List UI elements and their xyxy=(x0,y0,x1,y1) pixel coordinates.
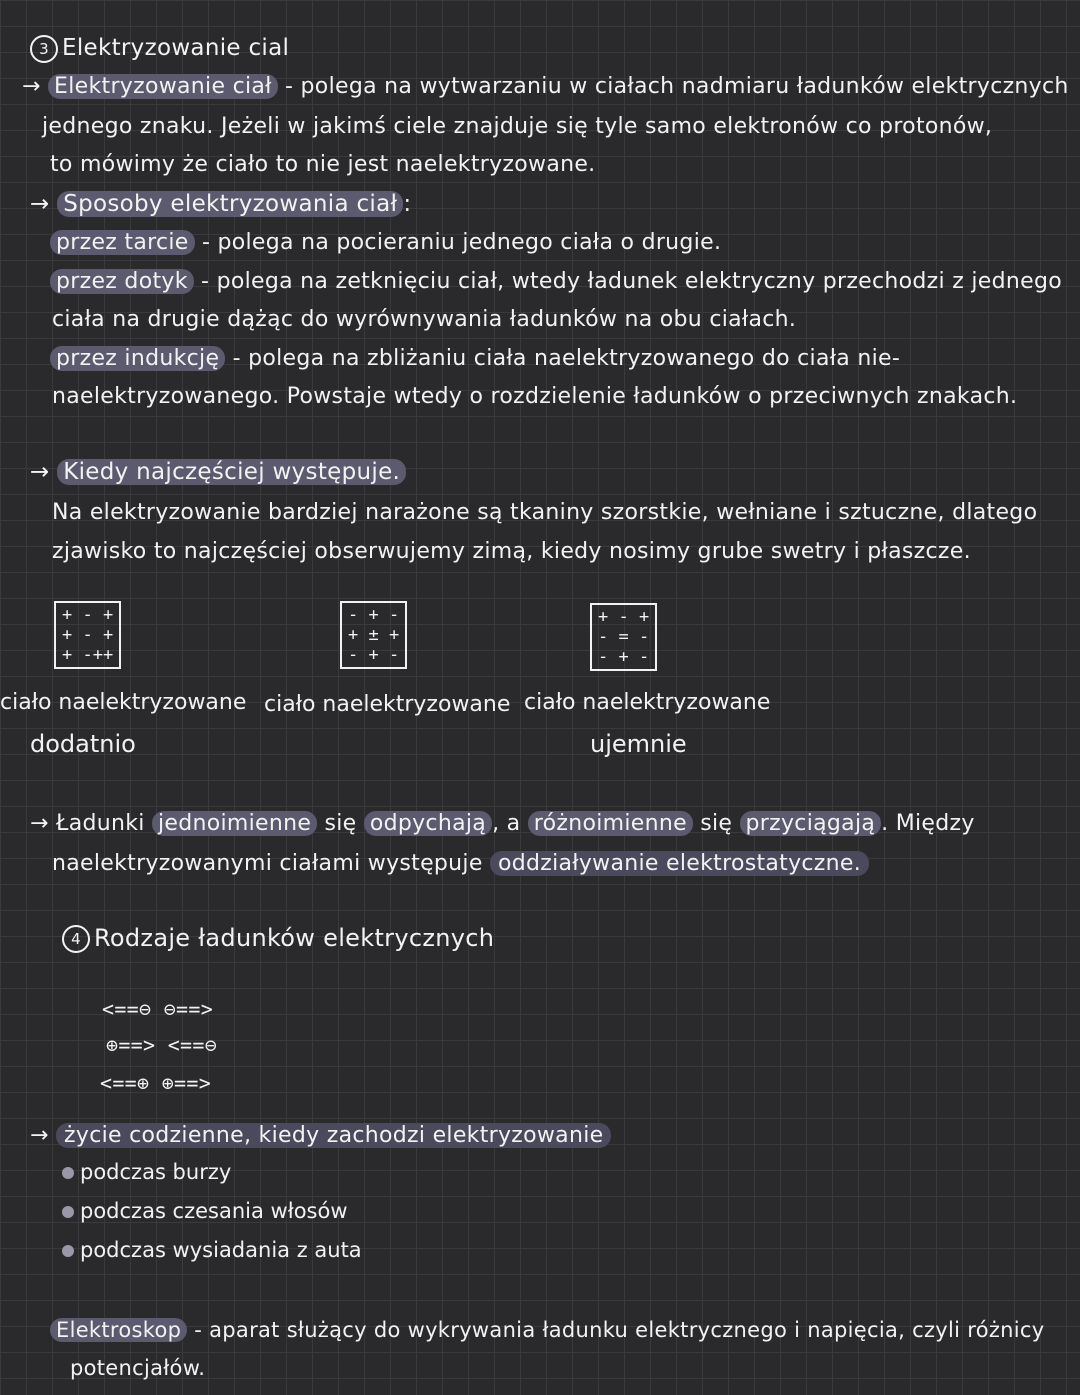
diagram-positive-box: + - + + - + + -++ xyxy=(54,601,121,669)
arrow-icon: → xyxy=(30,1123,57,1148)
arrow-icon: → xyxy=(30,811,57,836)
charges-line-2: naelektryzowanymi ciałami występuje oddziaływanie elektrostatyczne. xyxy=(52,850,869,878)
list-item: podczas burzy xyxy=(62,1160,231,1184)
section-number-3: 3 xyxy=(30,35,58,63)
diagram-negative-box: + - + - = - - + - xyxy=(590,603,657,671)
caption-positive: ciało naelektryzowane xyxy=(0,690,247,715)
term-elektryzowanie: Elektryzowanie ciał xyxy=(48,74,278,99)
charge-row-3: <==⊕ ⊕==> xyxy=(100,1071,212,1095)
list-item: podczas czesania włosów xyxy=(62,1199,348,1223)
way-indukcja-line-2: naelektryzowanego. Powstaje wtedy o rozdzielenie ładunków o przeciwnych znakach. xyxy=(52,384,1018,409)
when-line-1: Na elektryzowanie bardziej narażone są tkaniny szorstkie, wełniane i sztuczne, dlatego xyxy=(52,500,1038,525)
way-tarcie: przez tarcie - polega na pocieraniu jednego ciała o drugie. xyxy=(50,229,721,257)
bullet-icon xyxy=(62,1167,74,1179)
caption-negative-2: ujemnie xyxy=(590,730,687,758)
term-indukcja: przez indukcję xyxy=(50,346,225,371)
section-3-title: 3 Elektryzowanie cial xyxy=(30,34,289,63)
charge-row-1: <==⊖ ⊖==> xyxy=(102,997,214,1021)
arrow-icon: → xyxy=(22,74,49,99)
caption-negative: ciało naelektryzowane xyxy=(524,690,771,715)
diagram-neutral-box: - + - + ± + - + - xyxy=(340,601,407,669)
way-dotyk-line-2: ciała na drugie dążąc do wyrównywania ładunków na obu ciałach. xyxy=(52,307,797,332)
caption-positive-2: dodatnio xyxy=(30,730,136,758)
bullet-icon xyxy=(62,1206,74,1218)
definition-line-2: jednego znaku. Jeżeli w jakimś ciele znajduje się tyle samo elektronów co protonów, xyxy=(42,114,993,139)
caption-neutral: ciało naelektryzowane xyxy=(264,692,511,717)
elektroskop-line-1: Elektroskop - aparat służący do wykrywania ładunku elektrycznego i napięcia, czyli różnicy xyxy=(50,1316,1045,1344)
section-number-4: 4 xyxy=(62,925,90,953)
elektroskop-line-2: potencjałów. xyxy=(70,1356,206,1380)
charge-row-2: ⊕==> <==⊖ xyxy=(106,1033,218,1057)
way-indukcja: przez indukcję - polega na zbliżaniu ciała naelektryzowanego do ciała nie- xyxy=(50,345,900,373)
term-elektroskop: Elektroskop xyxy=(50,1318,187,1342)
term-tarcie: przez tarcie xyxy=(50,230,195,255)
list-item: podczas wysiadania z auta xyxy=(62,1238,362,1262)
way-dotyk: przez dotyk - polega na zetknięciu ciał, wtedy ładunek elektryczny przechodzi z jednego xyxy=(50,268,1062,296)
ways-title: → Sposoby elektryzowania ciał : xyxy=(30,191,412,217)
definition-line-3: to mówimy że ciało to nie jest naelektryzowane. xyxy=(50,152,596,177)
when-line-2: zjawisko to najczęściej obserwujemy zimą, kiedy nosimy grube swetry i płaszcze. xyxy=(52,539,971,564)
section-4-title: 4 Rodzaje ładunków elektrycznych xyxy=(62,924,494,953)
daily-title: → życie codzienne, kiedy zachodzi elektryzowanie xyxy=(30,1122,611,1150)
arrow-icon: → xyxy=(30,191,58,217)
definition-line-1: → Elektryzowanie ciał - polega na wytwarzaniu w ciałach nadmiaru ładunków elektrycznych xyxy=(22,74,1069,99)
term-dotyk: przez dotyk xyxy=(50,269,194,294)
arrow-icon: → xyxy=(30,459,58,485)
when-title: → Kiedy najczęściej występuje. xyxy=(30,458,406,486)
charges-line-1: → Ładunki jednoimienne się odpychają , a różnoimienne się przyciągają . Między xyxy=(30,811,975,836)
bullet-icon xyxy=(62,1245,74,1257)
